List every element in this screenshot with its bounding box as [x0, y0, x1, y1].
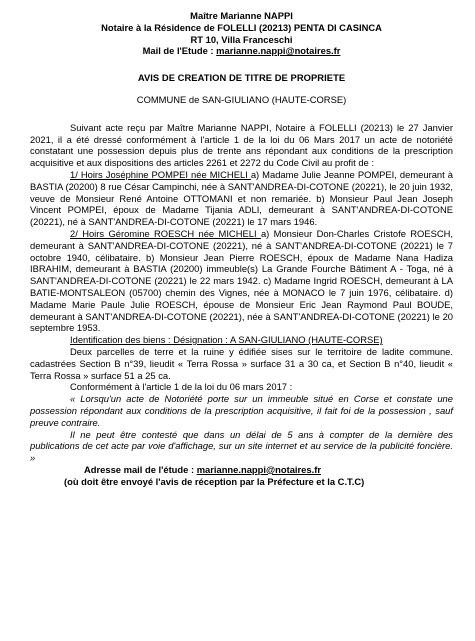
contact-line	[30, 464, 453, 476]
heir-group-2	[30, 228, 453, 334]
parcels-paragraph: Deux parcelles de terre et la ruine y édifiée sises sur le territoire de ladite commune. cadastrées Section B n°39, lieudit « Terra Rossa » surface 31 a 30 ca, et Section B n°40, lieudit « Terra Rossa » surface 51 a 25 ca.	[30, 345, 453, 381]
heir-group-2-label: 2/ Hoirs Géromine ROESCH née MICHELI	[70, 227, 261, 239]
notary-address: RT 10, Villa Franceschi	[190, 33, 293, 45]
heir-group-1	[30, 169, 453, 228]
notary-mail-link[interactable]: marianne.nappi@notaires.fr	[216, 45, 341, 57]
notary-mail-line	[30, 45, 453, 57]
law-quote-1: « Lorsqu'un acte de Notoriété porte sur un immeuble situé en Corse et constate une possession répondant aux conditions de la prescription acquisitive, il fait foi de la possession , sauf preuve contraire.	[30, 393, 453, 428]
contact-note: (où doit être envoyé l'avis de réception par la Préfecture et la C.T.C)	[64, 475, 365, 487]
contact-label: Adresse mail de l'étude :	[84, 463, 197, 475]
notary-name: Maître Marianne NAPPI	[190, 10, 293, 21]
heir-group-1-text: a) Madame Julie Jeanne POMPEI, demeurant à BASTIA (20200) 8 rue César Campinchi, née à SANT'ANDREA-DI-COTONE (20221), le 20 juin 1932, veuve de Monsieur René Antoine OTTOMANI et non remariée. b) Monsieur Paul Jean Joseph Vincent POMPEI, époux de Madame Tijania ADLI, demeurant à SANT'ANDREA-DI-COTONE (20221), né à SANT'ANDREA-DI-COTONE (20221) le 17 mars 1946.	[30, 168, 453, 228]
intro-paragraph: Suivant acte reçu par Maître Marianne NAPPI, Notaire à FOLELLI (20213) le 27 Janvier 2021, il a été dressé conformément à l'article 1 de la loi du 06 Mars 2017 un acte de notoriété constatant une possession depuis plus de trente ans répondant aux conditions de la prescription acquisitive et aux dispositions des articles 2261 et 2272 du Code Civil au profit de :	[30, 121, 453, 169]
notary-header	[30, 10, 453, 57]
notice-commune: COMMUNE de SAN-GIULIANO (HAUTE-CORSE)	[136, 93, 347, 105]
heir-group-1-label: 1/ Hoirs Joséphine POMPEI née MICHELI	[70, 168, 251, 180]
law-intro: Conformément à l'article 1 de la loi du 06 mars 2017 :	[70, 381, 293, 393]
identification-heading	[30, 334, 453, 346]
identification-text: Identification des biens : Désignation : A SAN-GIULIANO (HAUTE-CORSE)	[70, 334, 383, 346]
notary-residence: Notaire à la Résidence de FOLELLI (20213) PENTA DI CASINCA	[101, 21, 382, 33]
contact-email-link[interactable]: marianne.nappi@notaires.fr	[196, 463, 321, 475]
heir-group-2-text: a) Monsieur Don-Charles Cristofe ROESCH, demeurant à SANT'ANDREA-DI-COTONE (20221), né à SANT'ANDREA-DI-COTONE (20221) le 7 octobre 1940, célibataire. b) Monsieur Jean Pierre ROESCH, époux de Madame Nana Hadiza IBRAHIM, demeurant à BASTIA (20200) immeuble(s) La Grande Fourche Bâtiment A - Toga, né à SANT'ANDREA-DI-COTONE (20221) le 22 mars 1942. c) Madame Ingrid ROESCH, demeurant à LA BATIE-MONTSALEON (05700) chemin des Vignes, née à MONACO le 7 juin 1976, célibataire. d) Madame Marie Paule Julie ROESCH, épouse de Monsieur Eric Jean Raymond Paul BOUDE, demeurant à SANT'ANDREA-DI-COTONE (20221), née à SANT'ANDREA-DI-COTONE (20221) le 20 septembre 1953.	[30, 227, 454, 334]
notice-title: AVIS DE CREATION DE TITRE DE PROPRIETE	[137, 72, 346, 84]
law-quote-2: Il ne peut être contesté que dans un délai de 5 ans à compter de la dernière des publications de cet acte par voie d'affichage, sur un site internet et au service de la publicité foncière. »	[30, 428, 453, 464]
notary-mail-label: Mail de l'Etude :	[142, 45, 217, 57]
